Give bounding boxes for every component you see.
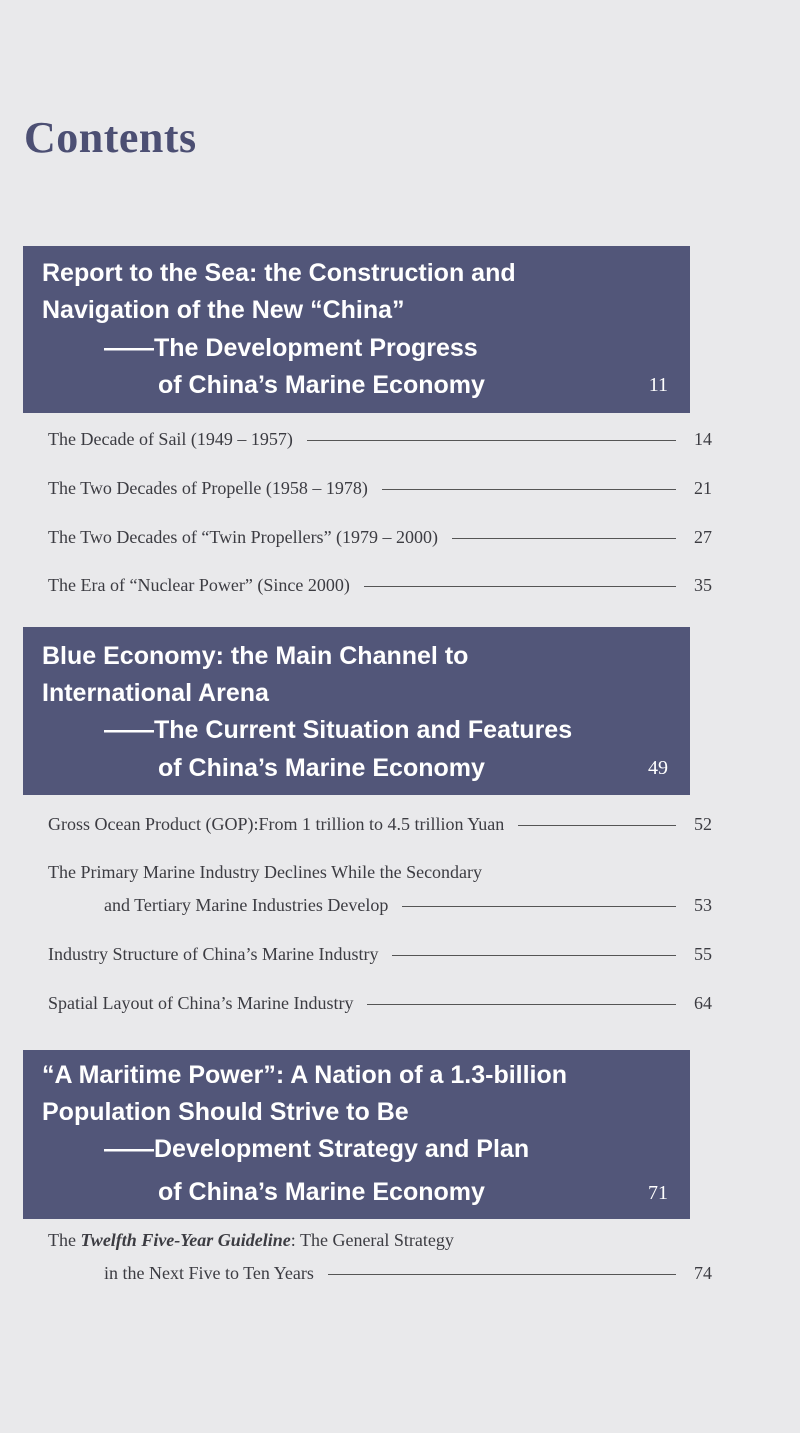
dot-leader [364,586,676,587]
dot-leader [518,825,676,826]
toc-entry-title: The Decade of Sail (1949 – 1957) [48,429,293,449]
dot-leader [382,489,676,490]
toc-entry-title-cont: in the Next Five to Ten Years [104,1263,314,1283]
toc-entry-2-4[interactable] [48,993,712,1014]
section-2-line-2: International Arena [42,679,269,707]
toc-entry-title: Industry Structure of China’s Marine Industry [48,944,379,964]
toc-entry-1-4[interactable] [48,575,712,596]
toc-entry-2-3[interactable] [48,944,712,965]
dot-leader [392,955,676,956]
toc-entry-title: Spatial Layout of China’s Marine Industry [48,993,354,1013]
section-3-page: 71 [648,1182,668,1204]
section-2-line-3: ——The Current Situation and Features [104,716,573,744]
section-1-line-3: ——The Development Progress [104,334,478,362]
toc-entry-page: 55 [694,944,712,964]
dot-leader [452,538,676,539]
section-1-page: 11 [648,374,668,396]
toc-entry-2-2[interactable] [48,862,712,916]
toc-entry-1-3[interactable] [48,527,712,548]
toc-entry-title: Gross Ocean Product (GOP):From 1 trillion to 4.5 trillion Yuan [48,814,505,834]
toc-entry-page: 74 [694,1263,712,1283]
toc-entry-1-1[interactable] [48,429,712,450]
title-suffix: : The General Strategy [290,1230,454,1250]
dot-leader [307,440,676,441]
toc-entry-page: 52 [694,814,712,834]
toc-entry-page: 53 [694,895,712,915]
toc-entry-title: The Era of “Nuclear Power” (Since 2000) [48,575,350,595]
section-3-line-3: ——Development Strategy and Plan [104,1135,530,1163]
section-3-line-2: Population Should Strive to Be [42,1098,409,1126]
section-header-3 [23,1050,690,1219]
section-1-line-4: of China’s Marine Economy [158,371,485,399]
toc-entry-page: 64 [694,993,712,1013]
section-header-2 [23,627,690,795]
toc-entry-title-cont: and Tertiary Marine Industries Develop [104,895,389,915]
toc-entry-3-1[interactable] [48,1230,712,1284]
section-1-line-2: Navigation of the New “China” [42,296,405,324]
section-3-line-1: “A Maritime Power”: A Nation of a 1.3-billion [42,1061,568,1089]
toc-entry-page: 27 [694,527,712,547]
dot-leader [328,1274,676,1275]
toc-entry-page: 35 [694,575,712,595]
page-title: Contents [24,113,197,162]
dot-leader [402,906,676,907]
title-prefix: The [48,1230,81,1250]
title-italic: Twelfth Five-Year Guideline [80,1230,291,1250]
dot-leader [367,1004,676,1005]
section-2-page: 49 [648,757,668,779]
toc-entry-title: The Two Decades of Propelle (1958 – 1978) [48,478,368,498]
section-2-line-4: of China’s Marine Economy [158,754,485,782]
section-2-line-1: Blue Economy: the Main Channel to [42,642,469,670]
toc-entry-1-2[interactable] [48,478,712,499]
section-header-1 [23,246,690,413]
toc-entry-2-1[interactable] [48,814,712,835]
section-3-line-4: of China’s Marine Economy [158,1178,485,1206]
toc-entry-page: 14 [694,429,712,449]
toc-entry-title: The Primary Marine Industry Declines While the Secondary [48,862,483,882]
toc-entry-title [48,1230,688,1251]
section-1-line-1: Report to the Sea: the Construction and [42,259,516,287]
toc-entry-title: The Two Decades of “Twin Propellers” (1979 – 2000) [48,527,439,547]
toc-entry-page: 21 [694,478,712,498]
